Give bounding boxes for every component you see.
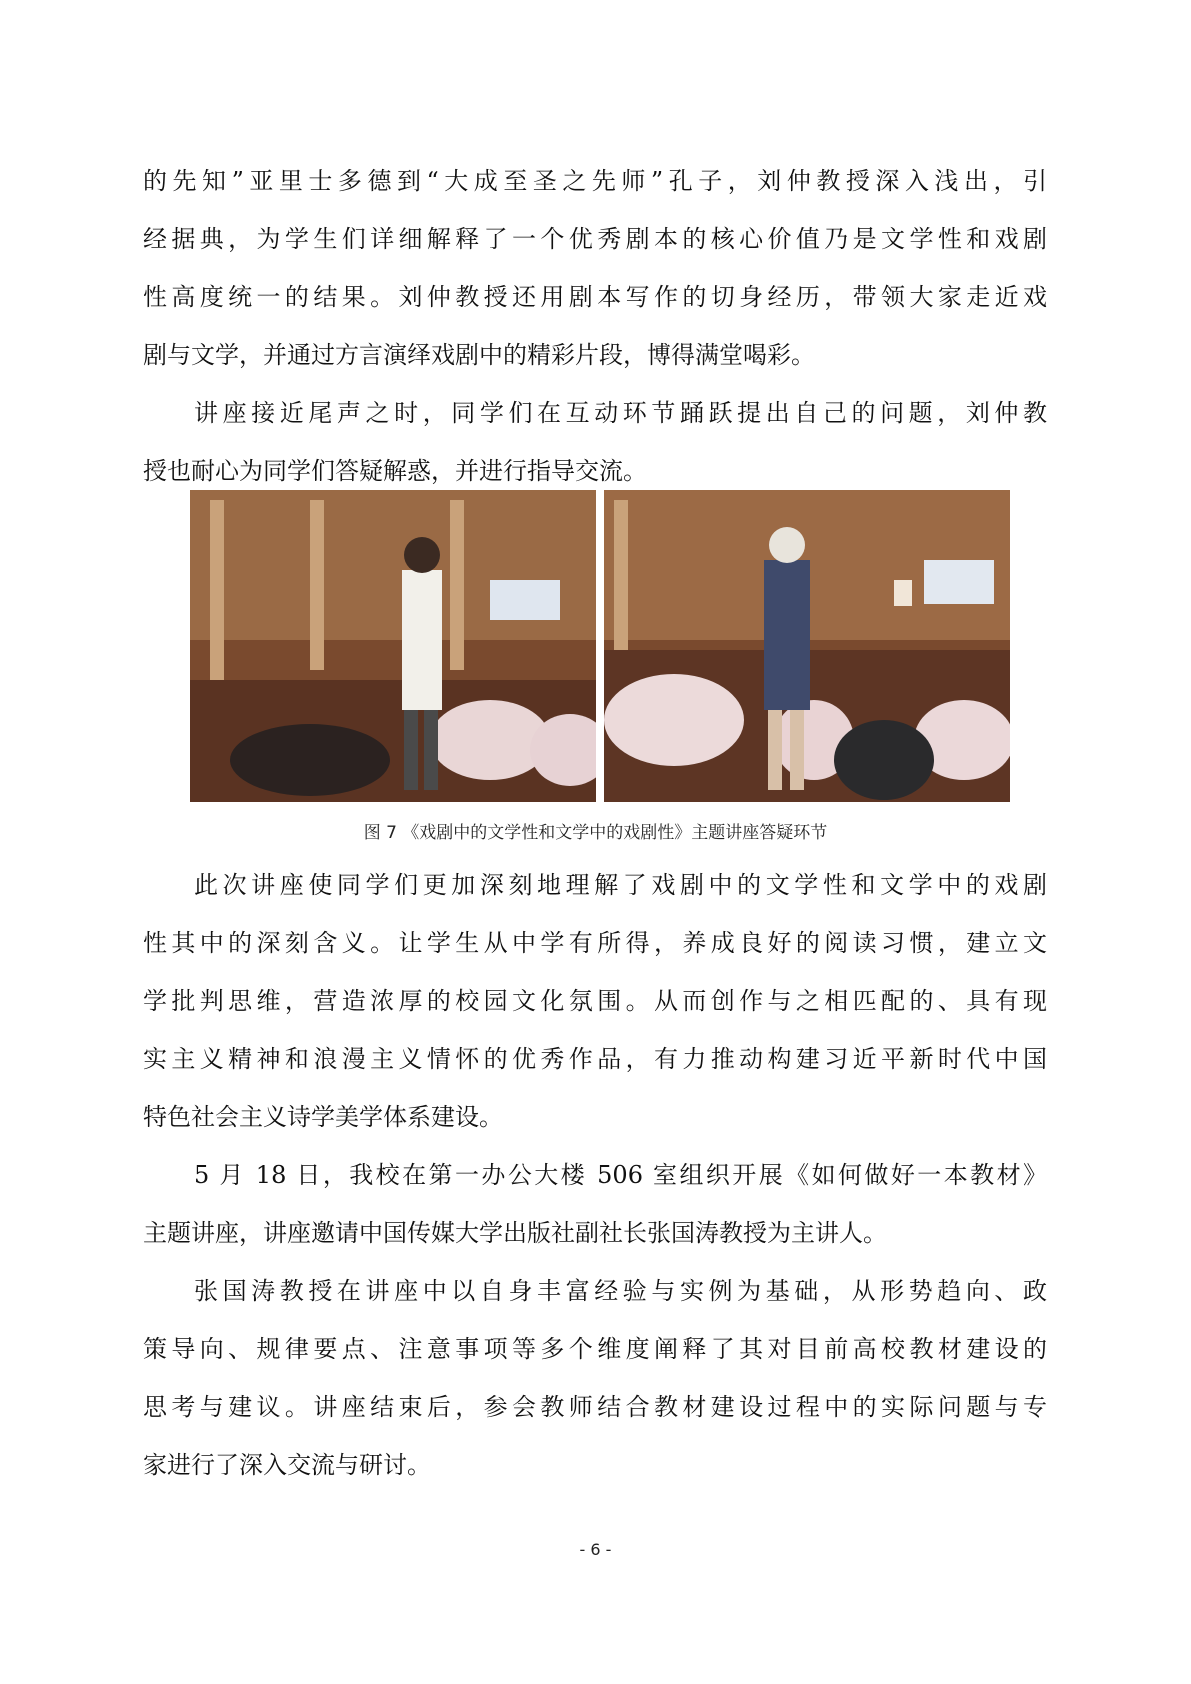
- text-line: 家进行了深入交流与研讨。: [143, 1451, 431, 1479]
- text-line: 剧与文学，并通过方言演绎戏剧中的精彩片段，博得满堂喝彩。: [143, 341, 815, 369]
- text-line: 思考与建议。讲座结束后，参会教师结合教材建设过程中的实际问题与专: [143, 1393, 1047, 1421]
- text-line: 策导向、规律要点、注意事项等多个维度阐释了其对目前高校教材建设的: [143, 1335, 1047, 1363]
- text-line: 张国涛教授在讲座中以自身丰富经验与实例为基础，从形势趋向、政: [194, 1277, 1047, 1305]
- text-line: 性高度统一的结果。刘仲教授还用剧本写作的切身经历，带领大家走近戏: [143, 283, 1047, 311]
- text-line: 学批判思维，营造浓厚的校园文化氛围。从而创作与之相匹配的、具有现: [143, 987, 1047, 1015]
- text-line: 性其中的深刻含义。让学生从中学有所得，养成良好的阅读习惯，建立文: [143, 929, 1047, 957]
- text-line: 授也耐心为同学们答疑解惑，并进行指导交流。: [143, 457, 647, 485]
- text-line: 此次讲座使同学们更加深刻地理解了戏剧中的文学性和文学中的戏剧: [194, 871, 1047, 899]
- figure-caption: 图 7 《戏剧中的文学性和文学中的戏剧性》主题讲座答疑环节: [363, 823, 828, 843]
- text-line: 讲座接近尾声之时，同学们在互动环节踊跃提出自己的问题，刘仲教: [194, 399, 1047, 427]
- lecture-photo-right: [604, 490, 1010, 802]
- text-line: 特色社会主义诗学美学体系建设。: [143, 1103, 503, 1131]
- text-line: 5 月 18 日，我校在第一办公大楼 506 室组织开展《如何做好一本教材》: [194, 1161, 1047, 1189]
- text-line: 的先知”亚里士多德到“大成至圣之先师”孔子，刘仲教授深入浅出，引: [143, 167, 1047, 195]
- text-line: 主题讲座，讲座邀请中国传媒大学出版社副社长张国涛教授为主讲人。: [143, 1219, 887, 1247]
- figure-7-photos: [190, 490, 1010, 802]
- page-number: - 6 -: [579, 1540, 612, 1559]
- text-line: 实主义精神和浪漫主义情怀的优秀作品，有力推动构建习近平新时代中国: [143, 1045, 1047, 1073]
- lecture-photo-left: [190, 490, 596, 802]
- text-line: 经据典，为学生们详细解释了一个优秀剧本的核心价值乃是文学性和戏剧: [143, 225, 1047, 253]
